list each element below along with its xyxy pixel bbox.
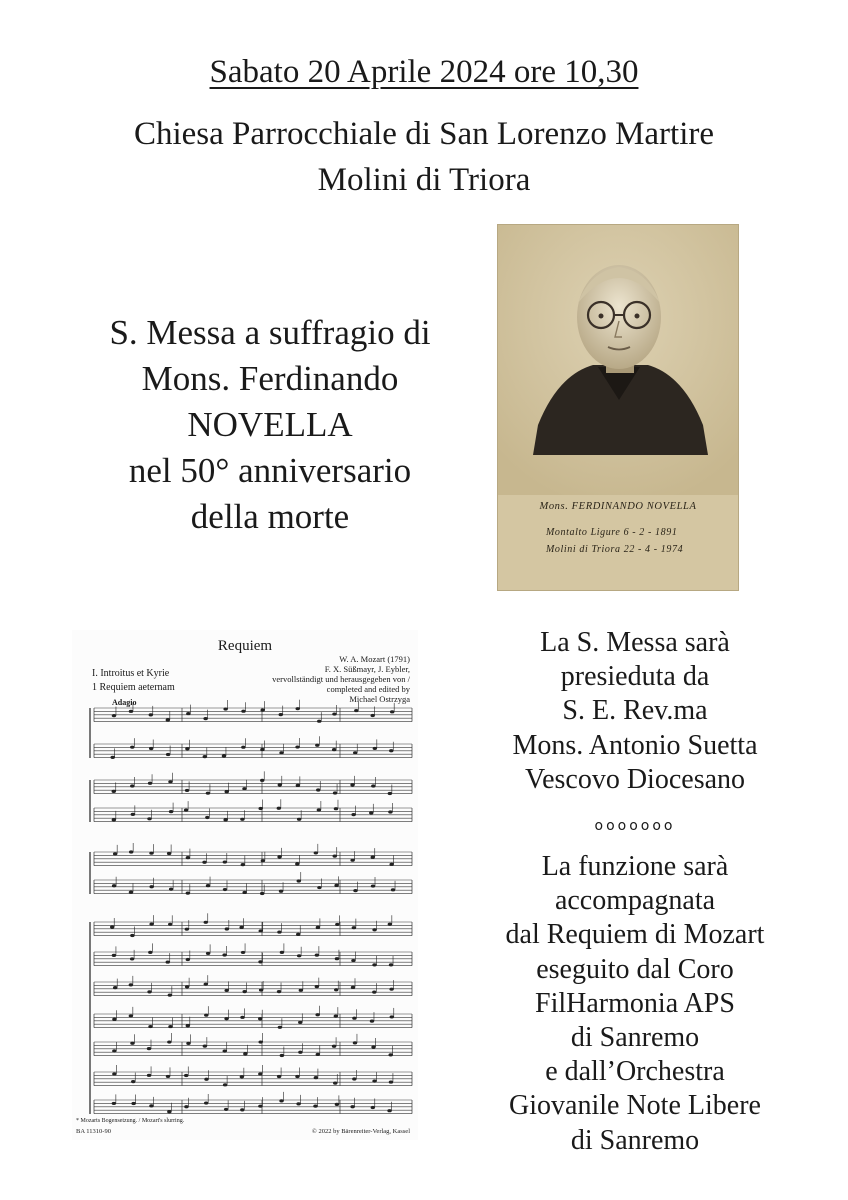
portrait-name: Mons. FERDINANDO NOVELLA	[539, 501, 697, 512]
ornament-divider: ooooooo	[594, 818, 676, 834]
portrait-photo	[498, 225, 739, 495]
score-composer-line: completed and edited by	[326, 684, 410, 694]
mass-line: NOVELLA	[187, 405, 353, 444]
celebrant-line: S. E. Rev.ma	[562, 695, 708, 727]
music-line: e dall’Orchestra	[545, 1056, 725, 1088]
music-line: dal Requiem di Mozart	[505, 919, 765, 951]
music-info	[470, 850, 800, 1158]
score-composer-line: vervollständigt und herausgegeben von /	[272, 674, 410, 684]
score-footnote: * Mozarts Bogensetzung. / Mozart's slurring.	[76, 1118, 185, 1124]
church-name: Chiesa Parrocchiale di San Lorenzo Martire	[133, 116, 715, 152]
event-date: Sabato 20 Aprile 2024 ore 10,30	[209, 54, 639, 90]
portrait-birth: Montalto Ligure 6 - 2 - 1891	[546, 527, 678, 538]
mass-description	[60, 310, 480, 540]
music-line: accompagnata	[554, 885, 716, 917]
score-tempo: Adagio	[112, 698, 137, 707]
celebrant-info	[470, 626, 800, 797]
music-line: Giovanile Note Libere	[509, 1090, 761, 1122]
mass-line: della morte	[190, 497, 350, 536]
score-footer-left: BA 11310-90	[76, 1128, 111, 1135]
music-line: eseguito dal Coro	[536, 953, 734, 985]
music-line: di Sanremo	[570, 1124, 700, 1156]
music-line: La funzione sarà	[541, 851, 729, 882]
score-movement: 1 Requiem aeternam	[92, 682, 175, 693]
mass-line: Mons. Ferdinando	[141, 359, 399, 398]
score-composer-line: W. A. Mozart (1791)	[339, 654, 410, 664]
score-title: Requiem	[217, 638, 273, 654]
score-composer	[272, 654, 410, 704]
celebrant-line: La S. Messa sarà	[540, 627, 730, 658]
music-line: di Sanremo	[570, 1022, 700, 1054]
score-composer-line: F. X. Süßmayr, J. Eybler,	[324, 664, 410, 674]
mass-line: nel 50° anniversario	[128, 451, 412, 490]
score-composer-line: Michael Ostrzyga	[349, 694, 410, 704]
celebrant-line: presieduta da	[560, 661, 710, 693]
portrait-card	[497, 224, 739, 591]
music-line: FilHarmonia APS	[535, 987, 735, 1019]
portrait-death: Molini di Triora 22 - 4 - 1974	[546, 544, 684, 555]
music-score-image	[72, 630, 418, 1140]
score-footer-right: © 2022 by Bärenreiter-Verlag, Kassel	[311, 1128, 410, 1135]
place-name: Molini di Triora	[317, 162, 531, 198]
celebrant-line: Mons. Antonio Suetta	[512, 729, 758, 761]
mass-line: S. Messa a suffragio di	[109, 313, 431, 352]
celebrant-line: Vescovo Diocesano	[524, 763, 746, 795]
score-section: I. Introitus et Kyrie	[92, 668, 170, 679]
